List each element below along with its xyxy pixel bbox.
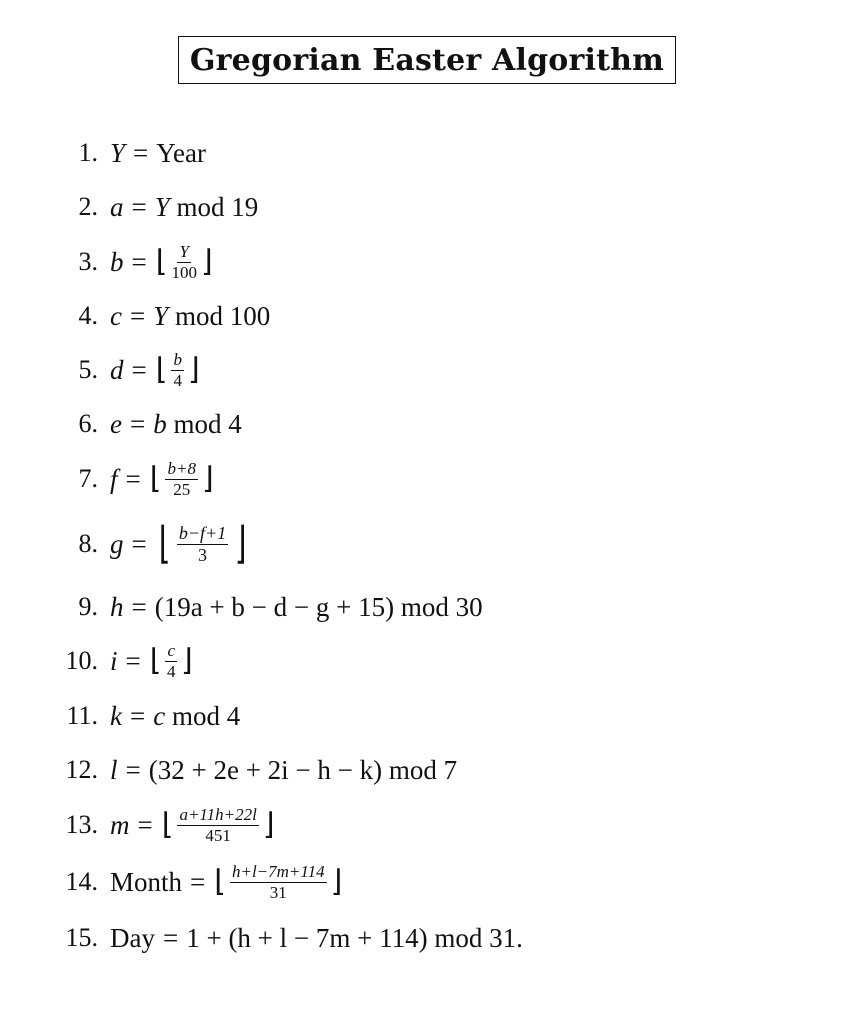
equals-sign: = <box>131 246 147 277</box>
step-number: 8. <box>78 529 98 558</box>
floor-left: ⌊ <box>155 244 168 279</box>
step-number: 4. <box>78 301 98 330</box>
floor-expression <box>149 460 215 499</box>
floor-right: ⌋ <box>234 518 247 569</box>
lhs: l <box>110 754 118 785</box>
lhs: e <box>110 408 122 439</box>
rhs-rest: mod 100 <box>175 300 271 331</box>
numerator: Y <box>179 241 189 261</box>
lhs: k <box>110 700 122 731</box>
step-3 <box>0 242 853 282</box>
step-14 <box>0 862 853 902</box>
equals-sign: = <box>129 700 146 731</box>
equation <box>110 642 194 681</box>
rhs-var: Y <box>154 191 170 222</box>
equals-sign: = <box>129 408 146 439</box>
numerator: b+8 <box>167 458 196 478</box>
fraction <box>177 524 228 565</box>
equation <box>110 409 242 440</box>
step-15 <box>0 918 853 958</box>
equation <box>110 863 343 902</box>
floor-left: ⌊ <box>214 864 226 899</box>
rhs-var: b <box>153 408 167 439</box>
step-13 <box>0 805 853 845</box>
step-number: 15. <box>65 923 98 952</box>
step-number: 9. <box>78 592 98 621</box>
equals-sign: = <box>129 300 146 331</box>
rhs: (19a + b − d − g + 15) mod 30 <box>154 591 483 622</box>
numerator: b−f+1 <box>178 522 227 543</box>
lhs: Month <box>110 866 183 897</box>
step-11 <box>0 696 853 736</box>
floor-expression <box>149 642 194 681</box>
step-8 <box>0 518 853 569</box>
equation <box>110 806 276 845</box>
step-number: 1. <box>78 138 98 167</box>
fraction <box>165 642 177 681</box>
step-number: 12. <box>65 755 98 784</box>
rhs-var: Y <box>153 300 169 331</box>
fraction <box>171 351 184 390</box>
equals-sign: = <box>131 591 147 622</box>
floor-left: ⌊ <box>155 352 168 387</box>
floor-left: ⌊ <box>161 807 174 842</box>
equation <box>110 192 258 223</box>
floor-expression <box>155 351 201 390</box>
lhs: b <box>110 246 124 277</box>
step-number: 7. <box>78 464 98 493</box>
floor-expression <box>213 863 343 902</box>
equation <box>110 701 240 732</box>
floor-left: ⌊ <box>149 643 162 678</box>
equation <box>110 592 483 623</box>
floor-right: ⌋ <box>201 461 214 496</box>
lhs: c <box>110 300 122 331</box>
rhs: Year <box>156 137 207 168</box>
fraction <box>230 863 327 902</box>
step-5 <box>0 350 853 390</box>
floor-expression <box>161 806 276 845</box>
equals-sign: = <box>131 354 147 385</box>
step-12 <box>0 750 853 790</box>
rhs-var: c <box>153 700 166 731</box>
denominator: 3 <box>198 544 208 565</box>
step-10 <box>0 641 853 681</box>
rhs-rest: mod 19 <box>176 191 259 222</box>
fraction <box>171 243 197 282</box>
lhs: f <box>110 463 118 494</box>
numerator: a+11h+22l <box>179 804 257 824</box>
floor-right: ⌋ <box>187 352 200 387</box>
equals-sign: = <box>133 137 149 168</box>
equation <box>110 755 457 786</box>
rhs: (32 + 2e + 2i − h − k) mod 7 <box>148 754 458 785</box>
equals-sign: = <box>162 922 179 953</box>
step-2 <box>0 187 853 227</box>
lhs: m <box>110 809 130 840</box>
lhs: g <box>110 528 124 559</box>
floor-right: ⌋ <box>200 244 213 279</box>
floor-right: ⌋ <box>262 807 275 842</box>
step-number: 10. <box>65 646 98 675</box>
step-4 <box>0 296 853 336</box>
equation <box>110 518 250 569</box>
fraction <box>165 460 197 499</box>
step-1 <box>0 133 853 173</box>
equation <box>110 301 270 332</box>
rhs: 1 + (h + l − 7m + 114) mod 31. <box>186 922 523 953</box>
equals-sign: = <box>190 866 206 897</box>
equals-sign: = <box>125 463 141 494</box>
equals-sign: = <box>125 754 141 785</box>
denominator: 31 <box>269 882 287 902</box>
step-number: 3. <box>78 247 98 276</box>
lhs: Day <box>110 922 155 953</box>
denominator: 4 <box>166 661 176 681</box>
denominator: 4 <box>173 370 182 390</box>
step-number: 6. <box>78 409 98 438</box>
equals-sign: = <box>137 809 153 840</box>
denominator: 451 <box>205 825 231 845</box>
numerator: c <box>167 640 176 660</box>
floor-left: ⌊ <box>149 461 162 496</box>
floor-expression <box>155 243 214 282</box>
numerator: h+l−7m+114 <box>231 861 325 881</box>
step-7 <box>0 459 853 499</box>
step-6 <box>0 404 853 444</box>
floor-right: ⌋ <box>330 864 343 899</box>
lhs: h <box>110 591 124 622</box>
rhs-rest: mod 4 <box>173 408 242 439</box>
equation <box>110 243 214 282</box>
step-number: 14. <box>65 867 98 896</box>
equation <box>110 460 215 499</box>
equation <box>110 351 201 390</box>
floor-expression <box>155 518 251 569</box>
floor-left: ⌊ <box>158 518 171 569</box>
step-number: 11. <box>66 701 98 730</box>
equation <box>110 923 523 954</box>
lhs: a <box>110 191 124 222</box>
step-number: 13. <box>65 810 98 839</box>
equation <box>110 138 206 169</box>
fraction <box>177 806 258 845</box>
step-9 <box>0 587 853 627</box>
title-box <box>178 36 676 84</box>
lhs: Y <box>110 137 126 168</box>
rhs-rest: mod 4 <box>171 700 241 731</box>
step-number: 5. <box>78 355 98 384</box>
equals-sign: = <box>131 191 147 222</box>
denominator: 25 <box>173 479 191 499</box>
step-number: 2. <box>78 192 98 221</box>
denominator: 100 <box>171 262 197 282</box>
equals-sign: = <box>125 645 141 676</box>
page-title: Gregorian Easter Algorithm <box>189 42 665 78</box>
equals-sign: = <box>131 528 147 559</box>
floor-right: ⌋ <box>181 643 193 678</box>
numerator: b <box>173 349 182 369</box>
lhs: d <box>110 354 124 385</box>
lhs: i <box>110 645 118 676</box>
